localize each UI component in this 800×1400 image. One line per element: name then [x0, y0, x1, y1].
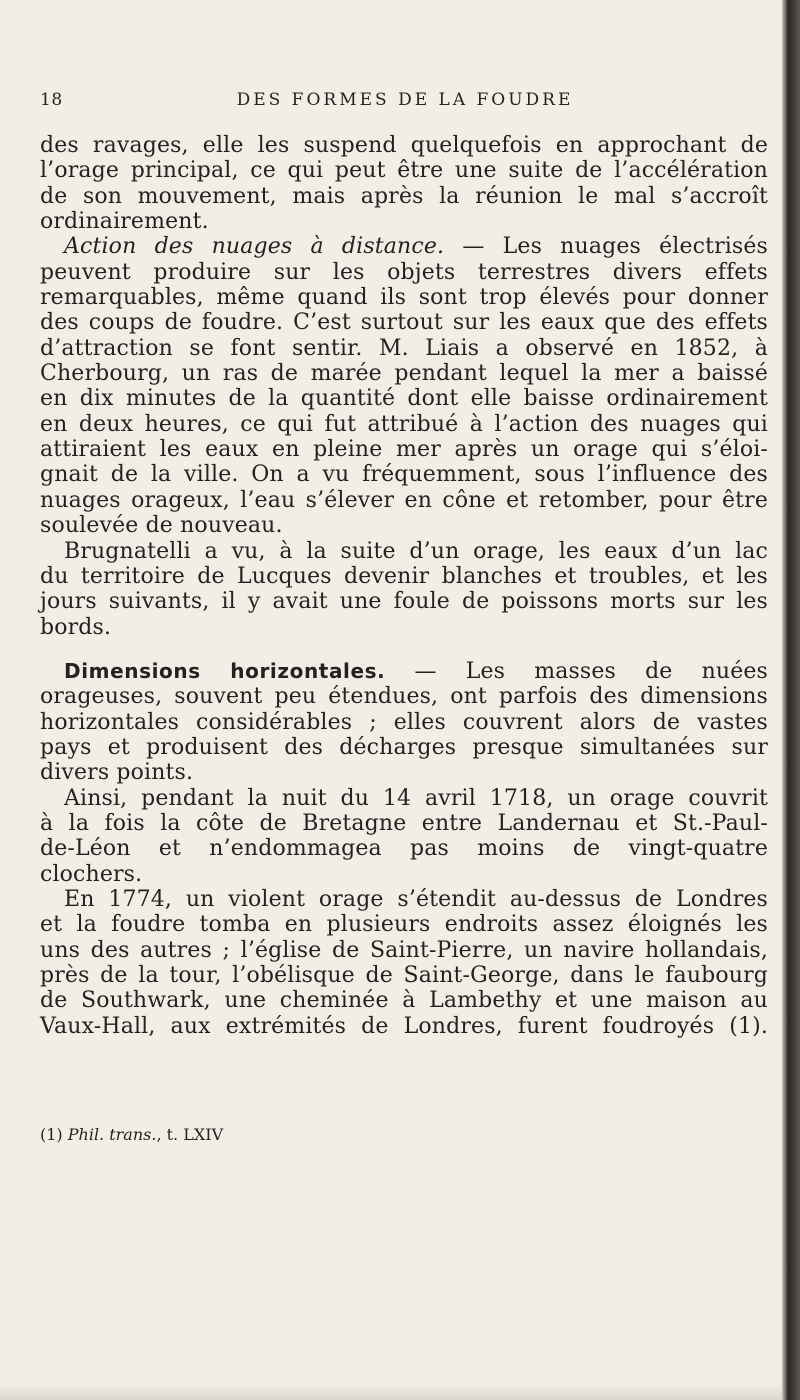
text-line: soulevée de nouveau.: [40, 513, 283, 539]
text-line: d’attraction se font sentir. M. Liais a observé en 1852, à: [40, 335, 768, 361]
paragraph-first-line: [40, 234, 768, 259]
text-line: de Southwark, une cheminée à Lambethy et une maison au: [40, 988, 768, 1014]
page-header: [40, 90, 770, 120]
footnote-title: Phil. trans.: [67, 1125, 157, 1144]
text-line: ordinairement.: [40, 209, 209, 235]
text-line: horizontales considérables ; elles couvrent alors de vastes: [40, 709, 768, 735]
text-line: peuvent produire sur les objets terrestres divers effets: [40, 259, 768, 285]
text-line: divers points.: [40, 760, 194, 786]
text-line: jours suivants, il y avait une foule de poissons morts sur les: [40, 589, 768, 615]
text-line: Ainsi, pendant la nuit du 14 avril 1718, un orage couvrit: [64, 785, 768, 811]
text-line: Vaux-Hall, aux extrémités de Londres, furent foudroyés (1).: [40, 1013, 768, 1039]
text-line: clochers.: [40, 861, 143, 887]
text-line: nuages orageux, l’eau s’élever en cône et retomber, pour être: [40, 487, 768, 513]
page-number: 18: [40, 90, 63, 110]
text-line: et la foudre tomba en plusieurs endroits assez éloignés les: [40, 912, 768, 938]
text-run: — Les masses de nuées: [385, 658, 769, 684]
text-line: l’orage principal, ce qui peut être une suite de l’accélération: [40, 158, 768, 184]
text-line: attiraient les eaux en pleine mer après un orage qui s’éloi-: [40, 437, 768, 463]
text-line: du territoire de Lucques devenir blanches et troubles, et les: [40, 563, 768, 589]
page-bottom-shade: [0, 1383, 782, 1400]
footnote-reference: , t. LXIV: [156, 1125, 224, 1144]
footnote: [40, 1125, 223, 1144]
paragraph-first-line: [40, 659, 768, 684]
section-gap: [40, 640, 768, 659]
body-text: [40, 133, 768, 1039]
text-line: en dix minutes de la quantité dont elle baisse ordinairement: [40, 386, 768, 412]
section-heading: Dimensions horizontales.: [64, 658, 386, 683]
text-line: pays et produisent des décharges presque simultanées sur: [40, 734, 768, 760]
page-edge-shadow: [782, 0, 800, 1400]
text-line: remarquables, même quand ils sont trop élevés pour donner: [40, 285, 768, 311]
text-line: à la fois la côte de Bretagne entre Landernau et St.-Paul-: [40, 810, 768, 836]
text-line: des ravages, elle les suspend quelquefois en approchant de: [40, 133, 768, 158]
text-line: Cherbourg, un ras de marée pendant lequel la mer a baissé: [40, 361, 768, 387]
text-line: des coups de foudre. C’est surtout sur les eaux que des effets: [40, 310, 768, 336]
text-line: en deux heures, ce qui fut attribué à l’action des nuages qui: [40, 411, 768, 437]
text-run: — Les nuages électrisés: [444, 234, 768, 260]
text-line: En 1774, un violent orage s’étendit au-dessus de Londres: [64, 886, 768, 912]
text-line: uns des autres ; l’église de Saint-Pierre, un navire hollandais,: [40, 937, 768, 963]
text-line: Brugnatelli a vu, à la suite d’un orage, les eaux d’un lac: [64, 538, 768, 564]
running-title: DES FORMES DE LA FOUDRE: [236, 90, 574, 110]
text-line: bords.: [40, 614, 112, 640]
text-line: de-Léon et n’endommagea pas moins de vingt-quatre: [40, 836, 768, 862]
footnote-marker: (1): [40, 1125, 68, 1144]
text-line: de son mouvement, mais après la réunion le mal s’accroît: [40, 183, 768, 209]
text-line: près de la tour, l’obélisque de Saint-George, dans le faubourg: [40, 963, 768, 988]
text-line: gnait de la ville. On a vu fréquemment, sous l’influence des: [40, 462, 768, 488]
inline-heading: Action des nuages à distance.: [64, 234, 445, 260]
text-line: orageuses, souvent peu étendues, ont parfois des dimensions: [40, 684, 768, 710]
